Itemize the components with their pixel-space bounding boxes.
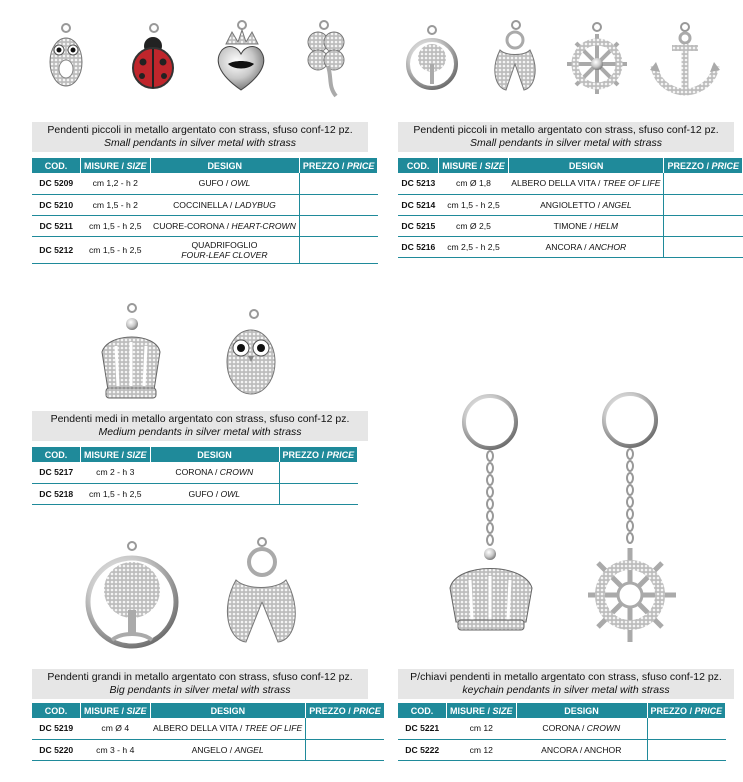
- header-design: DESIGN: [508, 158, 664, 173]
- caption-big-pendants: [32, 669, 368, 699]
- table-header-row: [32, 158, 378, 173]
- four-leaf-clover-pendant-image: [298, 20, 356, 100]
- crown-keychain-image: [444, 392, 540, 642]
- table-row: DC 5211 cm 1,5 - h 2,5 CUORE-CORONA / HEART-CROWN: [32, 215, 378, 236]
- table-row: DC 5210 cm 1,5 - h 2 COCCINELLA / LADYBUG: [32, 194, 378, 215]
- angel-pendant-image: [490, 20, 540, 96]
- table-row: DC 5220 cm 3 - h 4 ANGELO / ANGEL: [32, 739, 384, 760]
- helm-pendant-image: [560, 22, 634, 98]
- caption-en: Small pendants in silver metal with strass: [470, 137, 662, 149]
- header-price: PREZZO / PRICE: [306, 703, 385, 718]
- table-keychain-pendants: [398, 703, 726, 761]
- caption-keychain-pendants: [398, 669, 734, 699]
- header-misure: MISURE / SIZE: [81, 703, 151, 718]
- header-misure: MISURE / SIZE: [81, 447, 151, 462]
- header-cod: COD.: [398, 703, 447, 718]
- caption-it: Pendenti piccoli in metallo argentato con strass, sfuso conf-12 pz.: [47, 124, 353, 136]
- caption-medium-pendants: [32, 411, 368, 441]
- table-row: DC 5222 cm 12 ANCORA / ANCHOR: [398, 739, 726, 760]
- owl-pendant-image: [42, 22, 90, 92]
- table-row: DC 5219 cm Ø 4 ALBERO DELLA VITA / TREE OF LIFE: [32, 718, 384, 739]
- angel-big-pendant-image: [220, 536, 302, 648]
- owl-medium-pendant-image: [220, 308, 282, 398]
- caption-it: P/chiavi pendenti in metallo argentato con strass, sfuso conf-12 pz.: [410, 671, 722, 683]
- header-misure: MISURE / SIZE: [447, 703, 517, 718]
- table-header-row: [32, 703, 384, 718]
- helm-keychain-image: [588, 392, 684, 648]
- table-header-row: [398, 158, 743, 173]
- anchor-pendant-image: [648, 22, 722, 98]
- caption-it: Pendenti grandi in metallo argentato con strass, sfuso conf-12 pz.: [47, 671, 353, 683]
- header-price: PREZZO / PRICE: [299, 158, 378, 173]
- caption-small-pendants-right: [398, 122, 734, 152]
- header-price: PREZZO / PRICE: [279, 447, 358, 462]
- heart-crown-pendant-image: [212, 20, 270, 92]
- header-cod: COD.: [32, 703, 81, 718]
- header-cod: COD.: [32, 158, 81, 173]
- caption-en: Big pendants in silver metal with strass: [109, 684, 291, 696]
- tree-of-life-pendant-image: [404, 24, 460, 94]
- header-design: DESIGN: [516, 703, 647, 718]
- caption-en: Small pendants in silver metal with strass: [104, 137, 296, 149]
- table-big-pendants: [32, 703, 385, 761]
- table-row: DC 5213 cm Ø 1,8 ALBERO DELLA VITA / TREE OF LIFE: [398, 173, 743, 194]
- table-row: DC 5209 cm 1,2 - h 2 GUFO / OWL: [32, 173, 378, 194]
- table-row: DC 5217 cm 2 - h 3 CORONA / CROWN: [32, 462, 358, 483]
- table-row: DC 5214 cm 1,5 - h 2,5 ANGIOLETTO / ANGEL: [398, 194, 743, 215]
- ladybug-pendant-image: [128, 22, 178, 92]
- table-header-row: [32, 447, 358, 462]
- caption-it: Pendenti medi in metallo argentato con strass, sfuso conf-12 pz.: [50, 413, 350, 425]
- caption-en: Medium pendants in silver metal with strass: [98, 426, 302, 438]
- header-cod: COD.: [32, 447, 81, 462]
- caption-en: keychain pendants in silver metal with strass: [462, 684, 670, 696]
- header-misure: MISURE / SIZE: [439, 158, 509, 173]
- crown-pendant-image: [96, 302, 166, 408]
- table-medium-pendants: [32, 447, 358, 505]
- header-design: DESIGN: [150, 447, 279, 462]
- header-price: PREZZO / PRICE: [647, 703, 726, 718]
- table-row: DC 5212 cm 1,5 - h 2,5 QUADRIFOGLIO FOUR-LEAF CLOVER: [32, 236, 378, 263]
- table-header-row: [398, 703, 726, 718]
- header-design: DESIGN: [150, 158, 299, 173]
- header-misure: MISURE / SIZE: [81, 158, 151, 173]
- table-row: DC 5216 cm 2,5 - h 2,5 ANCORA / ANCHOR: [398, 236, 743, 257]
- tree-of-life-big-pendant-image: [82, 540, 182, 650]
- header-design: DESIGN: [150, 703, 306, 718]
- table-small-pendants-left: [32, 158, 378, 264]
- header-cod: COD.: [398, 158, 439, 173]
- table-small-pendants-right: [398, 158, 743, 258]
- table-row: DC 5215 cm Ø 2,5 TIMONE / HELM: [398, 215, 743, 236]
- table-row: DC 5218 cm 1,5 - h 2,5 GUFO / OWL: [32, 483, 358, 504]
- table-row: DC 5221 cm 12 CORONA / CROWN: [398, 718, 726, 739]
- header-price: PREZZO / PRICE: [664, 158, 743, 173]
- caption-it: Pendenti piccoli in metallo argentato con strass, sfuso conf-12 pz.: [413, 124, 719, 136]
- caption-small-pendants-left: [32, 122, 368, 152]
